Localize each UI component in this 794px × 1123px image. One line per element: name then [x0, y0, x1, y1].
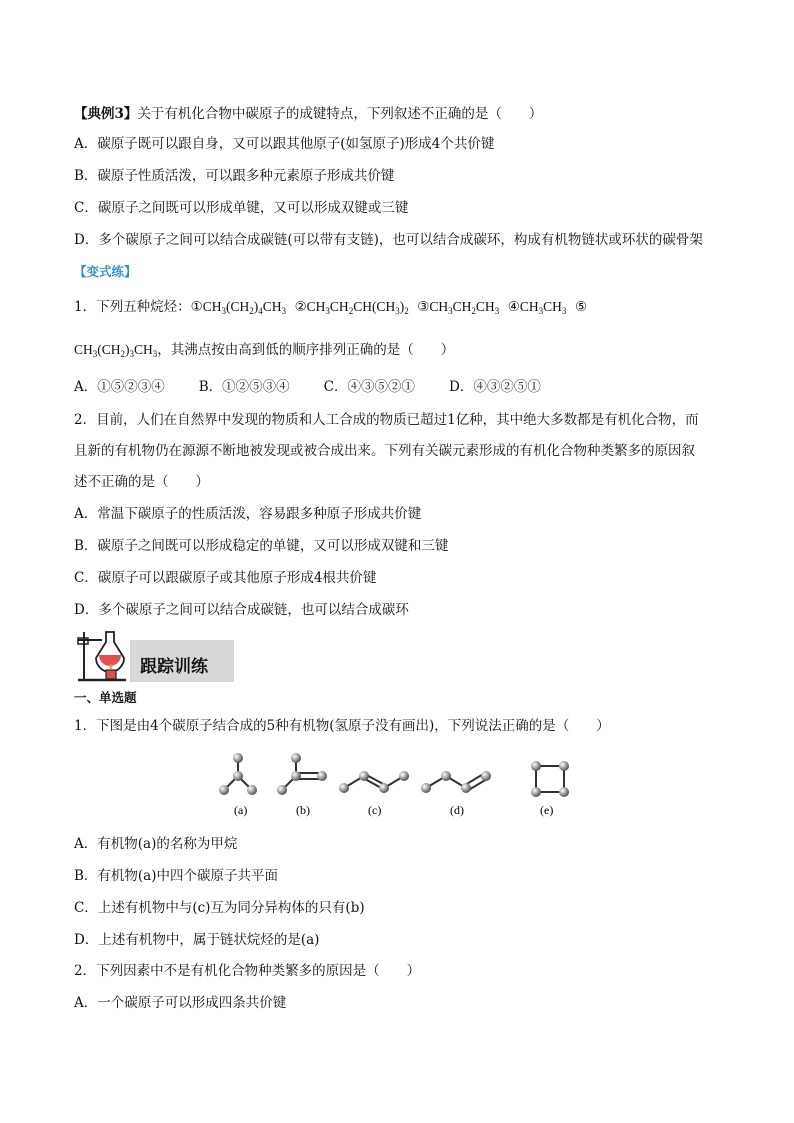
variant-q1-line2: $CH_3(CH_2)_3CH_3$，其沸点按由高到低的顺序排列正确的是（ ）	[74, 342, 455, 359]
example3-tag: 【典例3】	[74, 106, 138, 122]
variant-q2-option-b: B．碳原子之间既可以形成稳定的单键，又可以形成双键和三键	[74, 538, 449, 554]
variant-q2-stem-3: 述不正确的是（ ）	[74, 474, 209, 490]
label-d: (d)	[450, 803, 464, 817]
variant-q2-option-c: C．碳原子可以跟碳原子或其他原子形成4根共价键	[74, 570, 377, 586]
molecule-c	[339, 771, 409, 793]
label-c: (c)	[368, 803, 382, 817]
tracking-q1-option-d: D．上述有机物中，属于链状烷烃的是(a)	[74, 932, 320, 948]
variant-q1-options	[74, 377, 575, 397]
compound-1: $①CH_3(CH_2)_4CH_3$	[190, 299, 286, 316]
label-e: (e)	[540, 803, 554, 817]
variant-q2-option-d: D．多个碳原子之间可以结合成碳链，也可以结合成碳环	[74, 602, 409, 618]
variant-q1-option-a: A．①⑤②③④	[74, 379, 165, 395]
tracking-header: 跟踪训练	[140, 657, 208, 677]
example3-stem: 【典例3】关于有机化合物中碳原子的成键特点，下列叙述不正确的是（ ）	[74, 106, 543, 122]
section-title: 一、单选题	[74, 690, 137, 705]
tracking-q2-stem: 2．下列因素中不是有机化合物种类繁多的原因是（ ）	[74, 963, 421, 979]
variant-tag: 【变式练】	[74, 264, 137, 279]
variant-q1-option-b: B．①②⑤③④	[198, 379, 290, 395]
variant-q1-option-c: C．④③⑤②①	[323, 379, 416, 395]
label-b: (b)	[296, 803, 310, 817]
compound-5-marker: ⑤	[575, 299, 588, 315]
variant-q2-option-a: A．常温下碳原子的性质活泼，容易跟多种原子形成共价键	[74, 506, 422, 522]
tracking-q1-option-a: A．有机物(a)的名称为甲烷	[74, 836, 238, 852]
compound-4: $④CH_3CH_3$	[507, 299, 567, 316]
compound-3: $③CH_3CH_2CH_3$	[417, 299, 500, 316]
tracking-q1-option-c: C．上述有机物中与(c)互为同分异构体的只有(b)	[74, 900, 365, 916]
lab-flask-icon	[76, 628, 130, 684]
variant-q1-option-d: D．④③②⑤①	[449, 379, 541, 395]
tracking-q2-option-a: A．一个碳原子可以形成四条共价键	[74, 995, 287, 1011]
tracking-q1-stem: 1．下图是由4个碳原子结合成的5种有机物(氢原子没有画出)，下列说法正确的是（ ）	[74, 718, 610, 734]
variant-q1-line1: 1．下列五种烷烃：$①CH_3(CH_2)_4CH_3$ $②CH_3CH_2CH(CH_3)_2$ $③CH_3CH_2CH_3$ $④CH_3CH_3$ ⑤	[74, 299, 588, 316]
variant-q2-stem-2: 且新的有机物仍在源源不断地被发现或被合成出来。下列有关碳元素形成的有机化合物种类繁多的原因叙	[74, 443, 695, 459]
carbon-skeleton-figure	[210, 752, 590, 822]
compound-2: $②CH_3CH_2CH(CH_3)_2$	[294, 299, 409, 316]
molecule-e	[531, 761, 569, 797]
compound-5: $CH_3(CH_2)_3CH_3$	[74, 342, 158, 359]
example3-option-a: A．碳原子既可以跟自身，又可以跟其他原子(如氢原子)形成4个共价键	[74, 136, 495, 152]
example3-option-d: D．多个碳原子之间可以结合成碳链(可以带有支链)，也可以结合成碳环，构成有机物链状或环状的碳骨架	[74, 232, 703, 248]
molecule-b	[277, 753, 327, 795]
example3-option-c: C．碳原子之间既可以形成单键，又可以形成双键或三键	[74, 200, 409, 216]
variant-q2-stem-1: 2．目前，人们在自然界中发现的物质和人工合成的物质已超过1亿种，其中绝大多数都是有机化合物，而	[74, 412, 699, 428]
label-a: (a)	[234, 803, 248, 817]
tracking-q1-option-b: B．有机物(a)中四个碳原子共平面	[74, 868, 279, 884]
example3-option-b: B．碳原子性质活泼，可以跟多种元素原子形成共价键	[74, 168, 395, 184]
molecule-d	[421, 771, 491, 793]
molecule-a	[219, 753, 257, 795]
